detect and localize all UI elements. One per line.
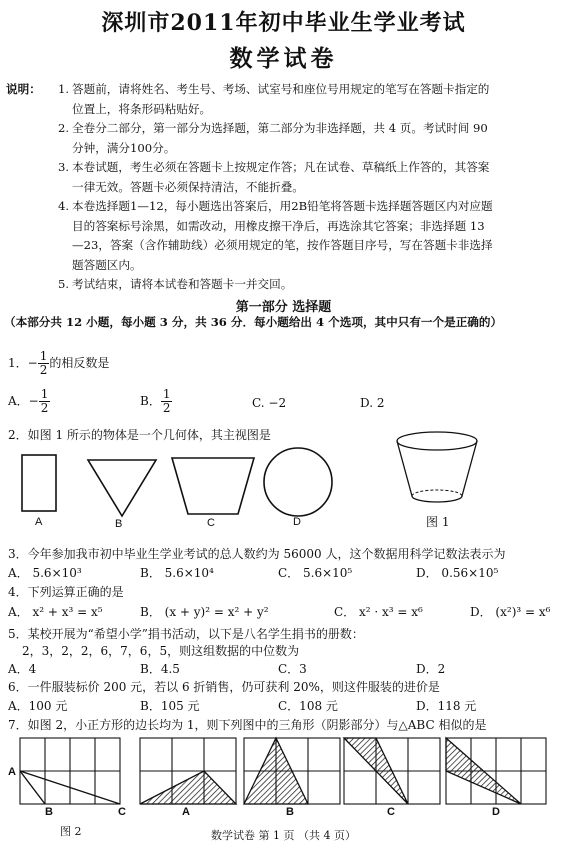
q4-option-b: B． (x + y)² = x² + y² xyxy=(140,605,269,619)
option-label-a: A xyxy=(182,806,190,818)
q1-option-c: C. −2 xyxy=(252,396,287,410)
page-footer: 数学试卷 第 1 页 （共 4 页） xyxy=(211,829,356,842)
q2-figures xyxy=(0,430,567,530)
question-number: 1． xyxy=(8,356,28,370)
q4-option-c: C． x² · x³ = x⁶ xyxy=(334,605,423,619)
triangle-shape xyxy=(88,460,156,516)
part1-title: 第一部分 选择题 xyxy=(235,300,332,315)
q6-option-c: C．108 元 xyxy=(278,699,338,713)
note-number: 1. xyxy=(58,82,70,96)
exam-subtitle: 数学试卷 xyxy=(229,45,338,72)
instructions xyxy=(6,80,562,295)
shape-label-a: A xyxy=(35,516,43,528)
exam-title: 深圳市2011年初中毕业生学业考试 xyxy=(101,10,466,36)
note-item-5 xyxy=(6,275,562,295)
question-text: 的相反数是 xyxy=(49,356,110,370)
note-item-4-cont xyxy=(6,217,562,237)
note-text: 考试结束，请将本试卷和答题卡一并交回。 xyxy=(72,277,293,291)
note-number: 5. xyxy=(58,277,70,291)
point-label-a: A xyxy=(8,766,16,778)
part1-instructions: （本部分共 12 小题，每小题 3 分，共 36 分．每小题给出 4 个选项，其中只有一个是正确的） xyxy=(4,315,503,329)
question-5: 5．某校开展为“希望小学”捐书活动，以下是八名学生捐书的册数： xyxy=(8,627,364,641)
note-item-2-cont xyxy=(6,139,562,159)
shape-label-b: B xyxy=(115,518,123,530)
fraction: $\frac{1}{2}$ xyxy=(39,349,48,377)
note-text: 分钟，满分100分。 xyxy=(72,140,176,155)
q5-option-b: B．4.5 xyxy=(140,662,180,676)
cup-figure xyxy=(397,432,477,502)
grid-option-d xyxy=(446,738,546,804)
question-4: 4．下列运算正确的是 xyxy=(8,585,124,599)
q5-data: 2，3，2，2，6，7，6，5，则这组数据的中位数为 xyxy=(22,644,300,658)
note-item-1-cont xyxy=(6,100,562,120)
point-label-c: C xyxy=(118,806,126,818)
rectangle-shape xyxy=(22,455,56,511)
note-text: 位置上，将条形码粘贴好。 xyxy=(72,101,212,116)
q3-option-d: D． 0.56×10⁵ xyxy=(416,566,499,580)
note-text: 一律无效。答题卡必须保持清洁，不能折叠。 xyxy=(72,179,304,194)
note-item-2 xyxy=(6,119,562,139)
note-item-1 xyxy=(6,80,562,100)
q5-option-a: A．4 xyxy=(8,662,37,676)
question-3: 3．今年参加我市初中毕业生学业考试的总人数约为 56000 人，这个数据用科学记数法表示为 xyxy=(8,547,506,561)
question-7: 7．如图 2，小正方形的边长均为 1，则下列图中的三角形（阴影部分）与△ABC 相似的是 xyxy=(8,718,487,732)
note-number: 3. xyxy=(58,160,70,174)
note-item-3 xyxy=(6,158,562,178)
note-item-4-cont xyxy=(6,236,562,256)
q1-option-a: A．− $\frac{1}{2}$ xyxy=(8,387,49,415)
grid-option-a xyxy=(140,738,236,804)
q6-option-b: B．105 元 xyxy=(140,699,200,713)
shape-label-c: C xyxy=(207,517,215,529)
note-text: 目的答案标号涂黑，如需改动，用橡皮擦干净后，再选涂其它答案；非选择题 13 xyxy=(72,218,485,233)
question-2: 2．如图 1 所示的物体是一个几何体，其主视图是 xyxy=(8,428,271,442)
q1-option-d: D. 2 xyxy=(360,396,385,410)
option-label-b: B xyxy=(286,806,294,818)
note-item-3-cont xyxy=(6,178,562,198)
grid-figure-2 xyxy=(20,738,120,804)
q3-option-b: B． 5.6×10⁴ xyxy=(140,566,214,580)
note-number: 2. xyxy=(58,121,70,135)
grid-option-c xyxy=(344,738,440,804)
question-1 xyxy=(8,350,109,377)
q4-option-d: D． (x²)³ = x⁶ xyxy=(470,605,551,619)
circle-shape xyxy=(264,448,332,516)
q5-option-d: D．2 xyxy=(416,662,446,676)
q1-option-b: B． $\frac{1}{2}$ xyxy=(140,387,171,415)
trapezoid-shape xyxy=(172,458,254,514)
figure-2-caption: 图 2 xyxy=(60,825,82,838)
q7-grids xyxy=(0,735,567,815)
q3-option-a: A． 5.6×10³ xyxy=(8,566,82,580)
option-label-c: C xyxy=(387,806,395,818)
point-label-b: B xyxy=(45,806,53,818)
minus-sign: − xyxy=(27,356,38,370)
instructions-lead: 说明： xyxy=(6,82,41,96)
note-text: 本卷试题，考生必须在答题卡上按规定作答；凡在试卷、草稿纸上作答的，其答案 xyxy=(72,160,490,174)
note-item-4 xyxy=(6,197,562,217)
option-label-d: D xyxy=(492,806,500,818)
question-6: 6．一件服装标价 200 元，若以 6 折销售，仍可获利 20%，则这件服装的进价是 xyxy=(8,680,440,694)
note-number: 4. xyxy=(58,199,70,213)
fraction: $\frac{1}{2}$ xyxy=(162,387,171,415)
figure-1-caption: 图 1 xyxy=(426,515,450,529)
q6-option-a: A．100 元 xyxy=(8,699,68,713)
note-text: 答题前，请将姓名、考生号、考场、试室号和座位号用规定的笔写在答题卡指定的 xyxy=(72,82,490,96)
fraction: $\frac{1}{2}$ xyxy=(40,387,49,415)
note-text: 全卷分二部分，第一部分为选择题，第二部分为非选择题，共 4 页。考试时间 90 xyxy=(72,121,488,135)
shape-label-d: D xyxy=(293,516,301,528)
q6-option-d: D．118 元 xyxy=(416,699,477,713)
grid-option-b xyxy=(244,738,340,804)
q5-option-c: C．3 xyxy=(278,662,307,676)
q3-option-c: C． 5.6×10⁵ xyxy=(278,566,353,580)
note-item-4-cont xyxy=(6,256,562,276)
note-text: 本卷选择题1—12，每小题选出答案后，用2B铅笔将答题卡选择题答题区内对应题 xyxy=(72,199,493,213)
q4-option-a: A． x² + x³ = x⁵ xyxy=(8,605,103,619)
note-text: 题答题区内。 xyxy=(72,257,142,272)
note-text: —23，答案（含作辅助线）必须用规定的笔，按作答题目序号，写在答题卡非选择 xyxy=(72,238,493,252)
